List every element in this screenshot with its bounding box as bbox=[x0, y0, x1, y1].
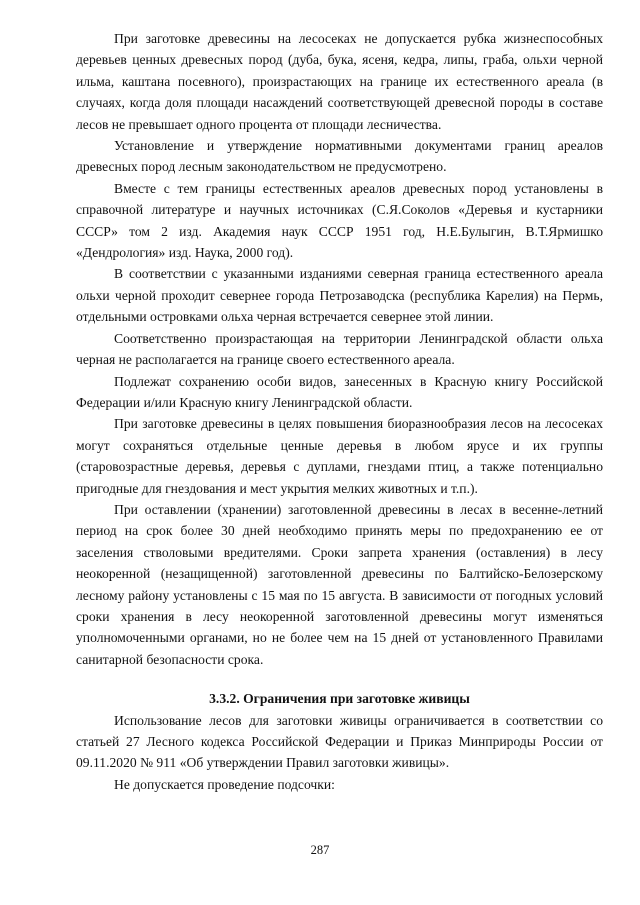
paragraph-alder-boundary: В соответствии с указанными изданиями северная граница естественного ареала ольхи черной проходит севернее города Петрозаводска (республика Карелия) на Пермь, отдельными островками ольха черная встречается севернее этой линии. bbox=[76, 266, 603, 325]
paragraph-valuable-trees: При заготовке древесины на лесосеках не допускается рубка жизнеспособных деревьев ценных древесных пород (дуба, бука, ясеня, кедра, липы, граба, ольхи черной ильма, каштана посевного), произрастающих на границе их естественного ареала (в случаях, когда доля площади насаждений соответствующей древесной породы в составе лесов не превышает одного процента от площади лесничества. bbox=[76, 31, 603, 132]
page-body bbox=[76, 28, 603, 795]
section-heading: 3.3.2. Ограничения при заготовке живицы bbox=[209, 691, 470, 707]
paragraph-leningrad-alder: Соответственно произрастающая на территории Ленинградской области ольха черная не располагается на границе своего естественного ареала. bbox=[76, 330, 603, 368]
paragraph-wood-storage: При оставлении (хранении) заготовленной древесины в лесах в весенне-летний период на срок более 30 дней необходимо принять меры по предохранению ее от заселения стволовыми вредителями. Сроки запрета хранения (оставления) в лесу неокоренной (незащищенной) заготовленной древесины по Балтийско-Белозерскому лесному району установлены с 15 мая по 15 августа. В зависимости от погодных условий сроки хранения в лесу неокоренной заготовленной древесины могут изменяться уполномоченными органами, но не более чем на 15 дней от установленного Правилами санитарной безопасности срока. bbox=[76, 501, 603, 667]
paragraph-resin-restrictions: Использование лесов для заготовки живицы ограничивается в соответствии со статьей 27 Лесного кодекса Российской Федерации и Приказ Минприроды России от 09.11.2020 № 911 «Об утверждении Правил заготовки живицы». bbox=[76, 712, 603, 771]
paragraph-tapping-prohibited: Не допускается проведение подсочки: bbox=[114, 776, 335, 792]
paragraph-biodiversity: При заготовке древесины в целях повышения биоразнообразия лесов на лесосеках могут сохраняться отдельные ценные деревья в любом ярусе и их группы (старовозрастные деревья, деревья с дуплами, гнездами птиц, а также потенциально пригодные для гнездования и мест укрытия мелких животных и т.п.). bbox=[76, 416, 603, 496]
paragraph-red-book: Подлежат сохранению особи видов, занесенных в Красную книгу Российской Федерации и/или Красную книгу Ленинградской области. bbox=[76, 373, 603, 410]
page-number: 287 bbox=[310, 843, 330, 857]
paragraph-range-boundaries: Установление и утверждение нормативными документами границ ареалов древесных пород лесным законодательством не предусмотрено. bbox=[76, 138, 603, 175]
paragraph-reference-sources: Вместе с тем границы естественных ареалов древесных пород установлены в справочной литературе и научных источниках (С.Я.Соколов «Деревья и кустарники СССР» том 2 изд. Академия наук СССР 1951 год, Н.Е.Булыгин, В.Т.Ярмишко «Дендрология» изд. Наука, 2000 год). bbox=[76, 180, 603, 261]
